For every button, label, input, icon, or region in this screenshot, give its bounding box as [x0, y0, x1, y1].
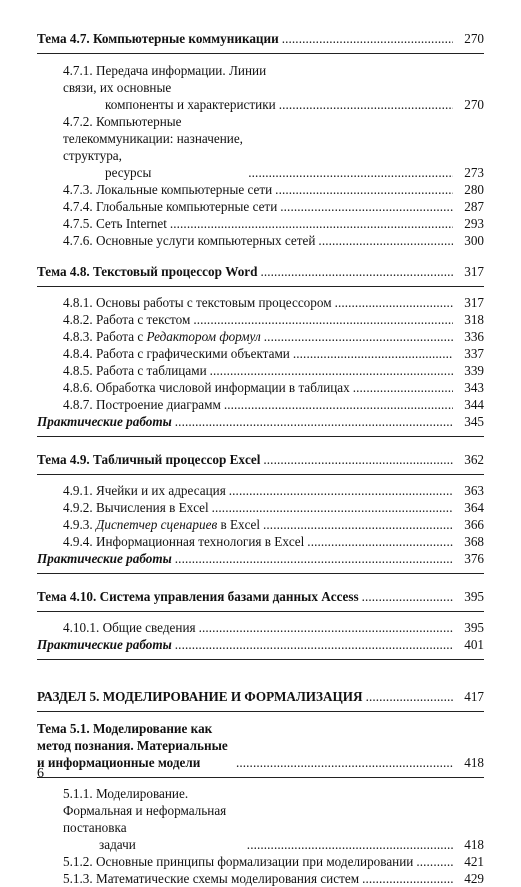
item-text-line2: ресурсы — [105, 165, 152, 180]
page-ref: 300 — [464, 233, 484, 248]
item-text-line2: задачи — [99, 837, 136, 852]
toc-item[interactable] — [37, 379, 484, 396]
toc-practice[interactable] — [37, 636, 484, 653]
toc-item[interactable] — [37, 215, 484, 232]
page-ref: 317 — [464, 264, 484, 279]
page-ref: 344 — [464, 397, 484, 412]
toc-practice-4-8 — [37, 413, 484, 437]
leader-dots — [279, 96, 453, 113]
toc-item[interactable] — [37, 870, 484, 887]
item-text: 4.9.3. — [63, 517, 96, 532]
toc-item[interactable] — [37, 181, 484, 198]
toc-practice[interactable] — [37, 413, 484, 430]
page-ref: 317 — [464, 295, 484, 310]
page-ref: 401 — [464, 637, 484, 652]
leader-dots — [307, 533, 453, 550]
leader-dots — [263, 451, 453, 468]
page-ref: 287 — [464, 199, 484, 214]
leader-dots — [199, 619, 453, 636]
leader-dots — [247, 836, 453, 853]
leader-dots — [280, 198, 453, 215]
toc-item[interactable] — [37, 785, 484, 853]
page-number: 6 — [37, 766, 44, 781]
toc-item[interactable] — [37, 345, 484, 362]
topic-title-line2: и информационные модели — [37, 755, 201, 770]
page-ref: 418 — [464, 837, 484, 852]
page-ref: 368 — [464, 534, 484, 549]
toc-topic-4-7-items — [37, 54, 484, 249]
toc-topic-title[interactable] — [37, 30, 484, 47]
leader-dots — [175, 550, 453, 567]
item-text: 4.8.2. Работа с текстом — [63, 312, 191, 327]
toc-topic-4-8 — [37, 249, 484, 287]
page-ref: 429 — [464, 871, 484, 886]
item-text: 4.9.1. Ячейки и их адресация — [63, 483, 226, 498]
toc-item[interactable] — [37, 362, 484, 379]
item-text: в Excel — [217, 517, 261, 532]
item-text: 4.8.4. Работа с графическими объектами — [63, 346, 290, 361]
topic-title-line1: Тема 5.1. Моделирование как метод познания. Материальные — [37, 721, 228, 753]
page-ref: 421 — [464, 854, 484, 869]
toc-item[interactable] — [37, 482, 484, 499]
leader-dots — [193, 311, 453, 328]
toc-item[interactable] — [37, 294, 484, 311]
item-text: 5.1.3. Математические схемы моделирования систем — [63, 871, 360, 886]
page-ref: 418 — [464, 755, 484, 770]
leader-dots — [263, 516, 453, 533]
toc-topic-4-8-items — [37, 287, 484, 413]
toc-practice-4-10 — [37, 636, 484, 660]
toc-item[interactable] — [37, 853, 484, 870]
toc-topic-4-10 — [37, 574, 484, 612]
leader-dots — [175, 413, 453, 430]
leader-dots — [318, 232, 453, 249]
item-text-line1: 4.7.2. Компьютерные телекоммуникации: назначение, структура, — [63, 114, 243, 163]
leader-dots — [224, 396, 453, 413]
item-text-line1: 4.7.1. Передача информации. Линии связи, их основные — [63, 63, 267, 95]
leader-dots — [362, 870, 453, 887]
topic-title-text: Тема 4.8. Текстовый процессор Word — [37, 264, 258, 279]
leader-dots — [282, 30, 453, 47]
section-title-text: РАЗДЕЛ 5. МОДЕЛИРОВАНИЕ И ФОРМАЛИЗАЦИЯ — [37, 689, 363, 704]
item-text: 4.7.4. Глобальные компьютерные сети — [63, 199, 278, 214]
leader-dots — [175, 636, 453, 653]
toc-item[interactable] — [37, 328, 484, 345]
page-ref: 273 — [464, 165, 484, 180]
leader-dots — [293, 345, 453, 362]
item-text: 4.7.3. Локальные компьютерные сети — [63, 182, 273, 197]
toc-topic-4-9-items — [37, 475, 484, 550]
item-text-italic: Редактором формул — [146, 329, 261, 344]
toc-topic-5-1-items — [37, 778, 484, 887]
item-text-line2: компоненты и характеристики — [105, 97, 276, 112]
toc-topic-title[interactable] — [37, 588, 484, 605]
leader-dots — [416, 853, 453, 870]
item-text: 4.7.5. Сеть Internet — [63, 216, 167, 231]
toc-item[interactable] — [37, 62, 484, 113]
item-text: 4.7.6. Основные услуги компьютерных сетей — [63, 233, 316, 248]
item-text: 4.10.1. Общие сведения — [63, 620, 196, 635]
page-ref: 337 — [464, 346, 484, 361]
toc-topic-5-1 — [37, 712, 484, 778]
toc-topic-4-7 — [37, 30, 484, 54]
page-ref: 270 — [464, 97, 484, 112]
practice-text: Практические работы — [37, 414, 172, 429]
toc-item[interactable] — [37, 232, 484, 249]
toc-topic-title[interactable] — [37, 451, 484, 468]
toc-topic-4-9 — [37, 437, 484, 475]
toc-item[interactable] — [37, 113, 484, 181]
leader-dots — [170, 215, 453, 232]
toc-item[interactable] — [37, 619, 484, 636]
item-text: 4.8.6. Обработка числовой информации в таблицах — [63, 380, 350, 395]
page-ref: 343 — [464, 380, 484, 395]
leader-dots — [362, 588, 453, 605]
leader-dots — [248, 164, 453, 181]
item-text: 4.9.4. Информационная технология в Excel — [63, 534, 305, 549]
item-text: 4.9.2. Вычисления в Excel — [63, 500, 209, 515]
item-text: 4.8.1. Основы работы с текстовым процессором — [63, 295, 332, 310]
page-ref: 270 — [464, 31, 484, 46]
toc-topic-title[interactable] — [37, 720, 484, 771]
page-ref: 363 — [464, 483, 484, 498]
leader-dots — [210, 362, 453, 379]
toc-topic-title[interactable] — [37, 263, 484, 280]
toc-practice[interactable] — [37, 550, 484, 567]
item-text: 4.8.3. Работа с — [63, 329, 147, 344]
page-ref: 280 — [464, 182, 484, 197]
leader-dots — [212, 499, 453, 516]
page-ref: 395 — [464, 620, 484, 635]
toc-item[interactable] — [37, 499, 484, 516]
page-ref: 339 — [464, 363, 484, 378]
page-ref: 362 — [464, 452, 484, 467]
topic-title-text: Тема 4.9. Табличный процессор Excel — [37, 452, 261, 467]
topic-title-text: Тема 4.10. Система управления базами данных Access — [37, 589, 359, 604]
leader-dots — [335, 294, 453, 311]
topic-title-text: Тема 4.7. Компьютерные коммуникации — [37, 31, 279, 46]
page-ref: 336 — [464, 329, 484, 344]
page-ref: 345 — [464, 414, 484, 429]
practice-text: Практические работы — [37, 637, 172, 652]
toc-item[interactable] — [37, 198, 484, 215]
table-of-contents — [37, 30, 484, 887]
practice-text: Практические работы — [37, 551, 172, 566]
leader-dots — [236, 754, 453, 771]
leader-dots — [260, 263, 453, 280]
item-text: 5.1.2. Основные принципы формализации при моделировании — [63, 854, 414, 869]
toc-topic-4-10-items — [37, 612, 484, 636]
leader-dots — [353, 379, 453, 396]
page-ref: 417 — [464, 689, 484, 704]
leader-dots — [264, 328, 453, 345]
page-ref: 318 — [464, 312, 484, 327]
toc-section-title[interactable] — [37, 688, 484, 705]
toc-practice-4-9 — [37, 550, 484, 574]
toc-item[interactable] — [37, 533, 484, 550]
page-ref: 293 — [464, 216, 484, 231]
page-ref: 364 — [464, 500, 484, 515]
item-text: 4.8.5. Работа с таблицами — [63, 363, 207, 378]
item-text: 4.8.7. Построение диаграмм — [63, 397, 221, 412]
item-text-line1: 5.1.1. Моделирование. Формальная и неформальная постановка — [63, 786, 227, 835]
page-ref: 376 — [464, 551, 484, 566]
leader-dots — [275, 181, 453, 198]
page-ref: 395 — [464, 589, 484, 604]
leader-dots — [229, 482, 453, 499]
item-text-italic: Диспетчер сценариев — [95, 517, 218, 532]
toc-item[interactable] — [37, 516, 484, 533]
toc-section-5 — [37, 660, 484, 712]
leader-dots — [366, 688, 453, 705]
toc-item[interactable] — [37, 396, 484, 413]
page-ref: 366 — [464, 517, 484, 532]
toc-item[interactable] — [37, 311, 484, 328]
